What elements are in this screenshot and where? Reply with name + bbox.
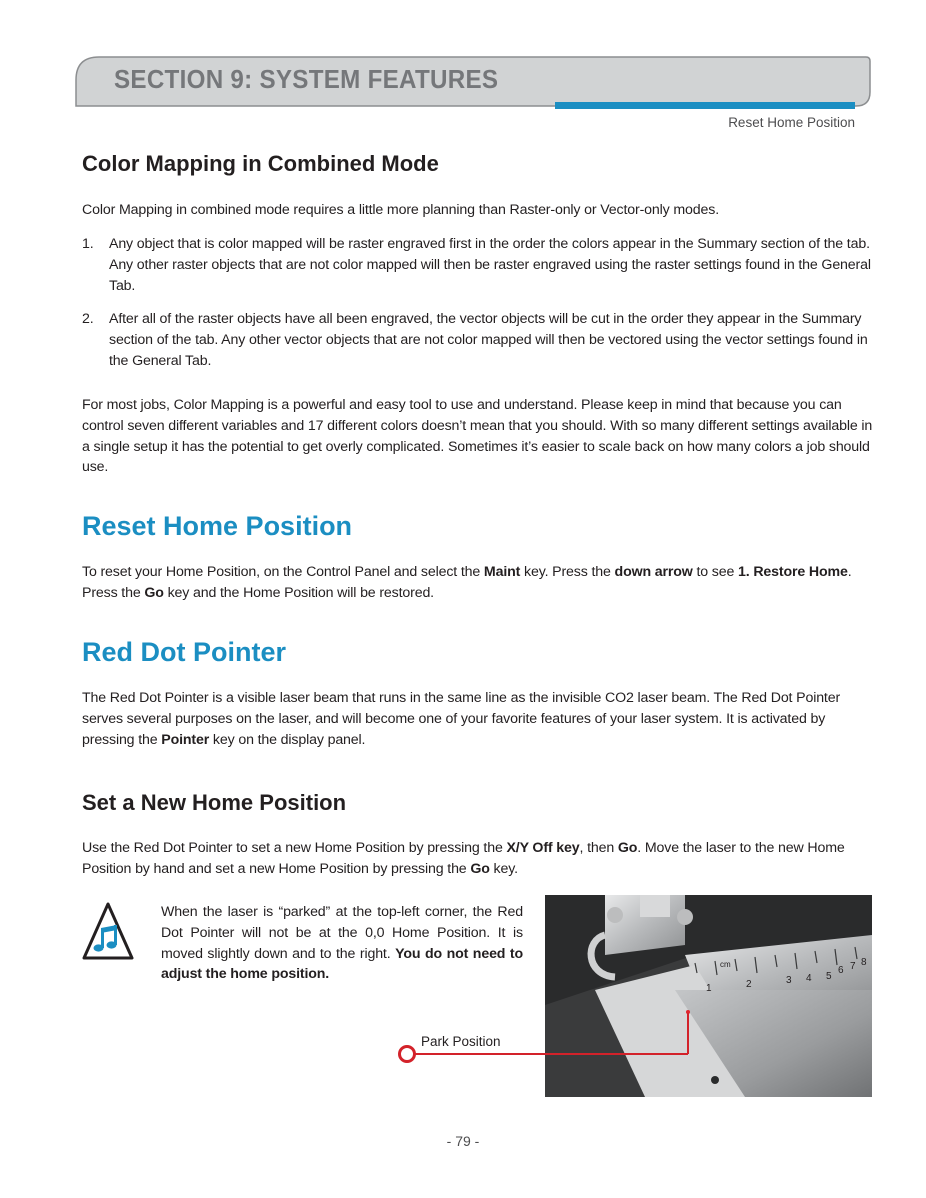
ruler-label: 7 — [850, 961, 856, 972]
header-accent-bar — [555, 102, 855, 109]
ruler-label: 4 — [806, 973, 812, 984]
laser-bed-photo — [545, 895, 872, 1097]
list-number: 1. — [82, 236, 94, 252]
heading-color-mapping: Color Mapping in Combined Mode — [82, 151, 439, 176]
ruler-unit: cm — [720, 960, 731, 969]
color-mapping-steps — [82, 234, 874, 385]
heading-red-dot: Red Dot Pointer — [82, 637, 287, 667]
list-item — [82, 234, 874, 296]
color-mapping-closing: For most jobs, Color Mapping is a powerful and easy tool to use and understand. Please keep in mind that because you can control seven different variables and 17 different colors doesn’t mean that you should. With so many different settings available in a single setup it has the potential to get overly complicated. Sometimes it’s easier to scale back on how many colors a job should use. — [82, 397, 873, 476]
ruler-label: 6 — [838, 965, 844, 976]
ruler-label: 5 — [826, 971, 832, 982]
ruler-label: 3 — [786, 975, 792, 986]
section-title: SECTION 9: SYSTEM FEATURES — [114, 64, 499, 94]
music-note-warning-icon — [82, 901, 134, 961]
page-number: - 79 - — [446, 1133, 480, 1149]
list-number: 2. — [82, 311, 94, 328]
ruler-label: 8 — [861, 957, 867, 968]
red-dot-paragraph: The Red Dot Pointer is a visible laser beam that runs in the same line as the invisible CO2 laser beam. The Red Dot Pointer serves several purposes on the laser, and will become one of your favorite features of your laser system. It is activated by pressing the Pointer key on the display panel. — [82, 690, 841, 748]
heading-reset-home: Reset Home Position — [82, 511, 353, 541]
list-text: Any object that is color mapped will be raster engraved first in the order the colors appear in the Summary section of the tab. Any other raster objects that are not color mapped will then be raster engraved using the raster settings found in the General Tab. — [109, 236, 871, 294]
running-head: Reset Home Position — [728, 115, 855, 130]
new-home-paragraph: Use the Red Dot Pointer to set a new Home Position by pressing the X/Y Off key, then Go. Move the laser to the new Home Position by hand and set a new Home Position by pressing the Go key. — [82, 840, 845, 877]
reset-home-paragraph: To reset your Home Position, on the Control Panel and select the Maint key. Press the down arrow to see 1. Restore Home. Press the Go key and the Home Position will be restored. — [82, 564, 852, 601]
color-mapping-intro: Color Mapping in combined mode requires a little more planning than Raster-only or Vector-only modes. — [82, 202, 720, 218]
ruler-label: 2 — [746, 979, 752, 990]
ruler-label: 1 — [706, 983, 712, 994]
park-position-label: Park Position — [421, 1034, 501, 1049]
list-item — [82, 309, 874, 371]
note-paragraph: When the laser is “parked” at the top-left corner, the Red Dot Pointer will not be at the 0,0 Home Position. It is moved slightly down and to the right. You do not need to adjust the home position. — [161, 904, 523, 983]
heading-new-home: Set a New Home Position — [82, 790, 347, 815]
list-text: After all of the raster objects have all been engraved, the vector objects will be cut in the order they appear in the Summary section of the tab. Any other vector objects that are not color mapped will then be vectored using the vector settings found in the General Tab. — [109, 311, 868, 369]
